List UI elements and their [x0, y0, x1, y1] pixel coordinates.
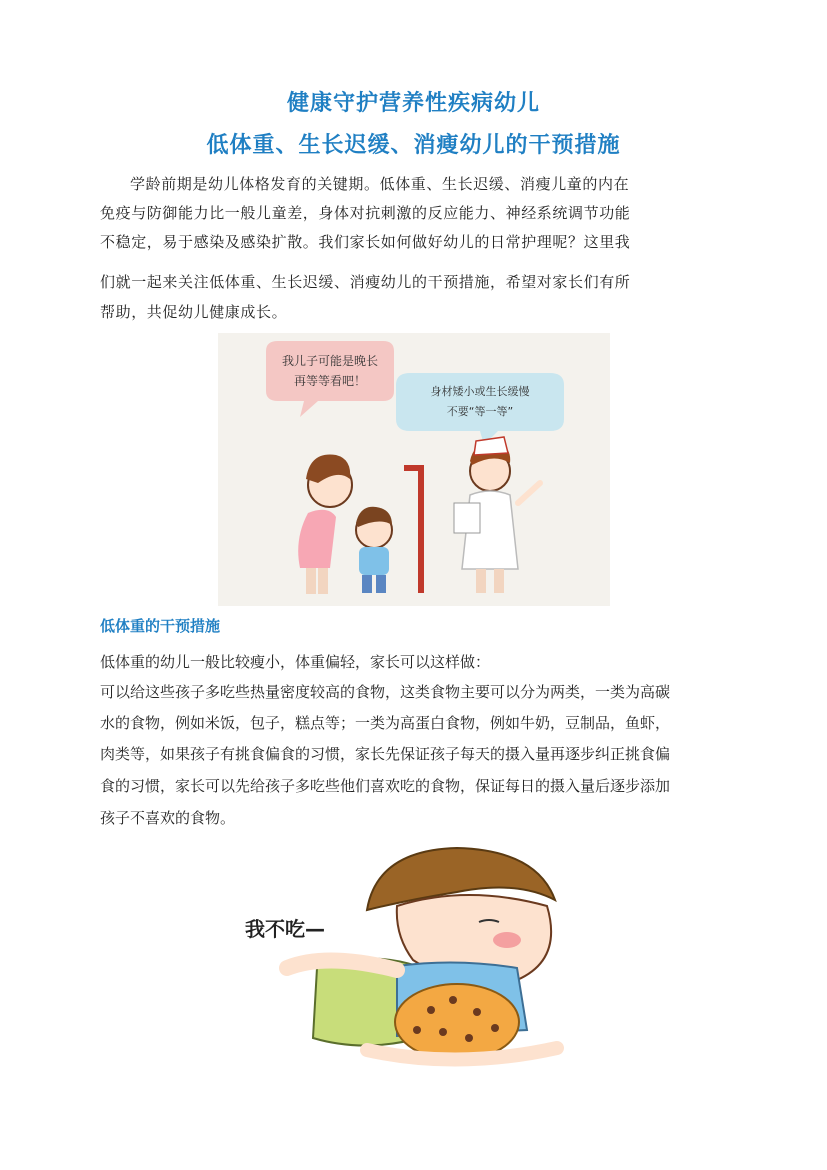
intro-line-2: 免疫与防御能力比一般儿童差，身体对抗刺激的反应能力、神经系统调节功能	[100, 204, 631, 222]
bubble-right-line-1: 身材矮小或生长缓慢	[430, 385, 530, 398]
bubble-left-line-1: 我儿子可能是晚长	[281, 354, 379, 368]
bubble-left-line-2: 再等等看吧！	[293, 374, 367, 388]
document-subtitle: 低体重、生长迟缓、消瘦幼儿的干预措施	[206, 132, 621, 158]
refuse-caption: 我不吃—	[245, 917, 325, 941]
illustration-mother-child-nurse	[218, 333, 610, 606]
section1-line-4: 肉类等，如果孩子有挑食偏食的习惯，家长先保证孩子每天的摄入量再逐步纠正挑食偏	[100, 745, 671, 763]
section1-line-3: 水的食物，例如米饭，包子，糕点等；一类为高蛋白食物，例如牛奶，豆制品，鱼虾，	[100, 714, 671, 732]
section1-line-6: 孩子不喜欢的食物。	[100, 809, 236, 827]
section1-line-2: 可以给这些孩子多吃些热量密度较高的食物，这类食物主要可以分为两类，一类为高碳	[100, 683, 671, 701]
section-heading-low-weight: 低体重的干预措施	[100, 617, 221, 635]
document-title: 健康守护营养性疾病幼儿	[286, 90, 540, 116]
illustration-picky-eater	[217, 840, 606, 1076]
intro-line-5: 帮助，共促幼儿健康成长。	[100, 303, 288, 321]
section1-line-1: 低体重的幼儿一般比较瘦小，体重偏轻，家长可以这样做：	[100, 653, 491, 671]
bubble-right-line-2: 不要“等一等”	[446, 405, 514, 418]
intro-line-4: 们就一起来关注低体重、生长迟缓、消瘦幼儿的干预措施，希望对家长们有所	[100, 273, 631, 291]
intro-line-3: 不稳定，易于感染及感染扩散。我们家长如何做好幼儿的日常护理呢？这里我	[100, 233, 631, 251]
intro-line-1: 学龄前期是幼儿体格发育的关键期。低体重、生长迟缓、消瘦儿童的内在	[130, 175, 630, 193]
section1-line-5: 食的习惯，家长可以先给孩子多吃些他们喜欢吃的食物，保证每日的摄入量后逐步添加	[100, 777, 671, 795]
